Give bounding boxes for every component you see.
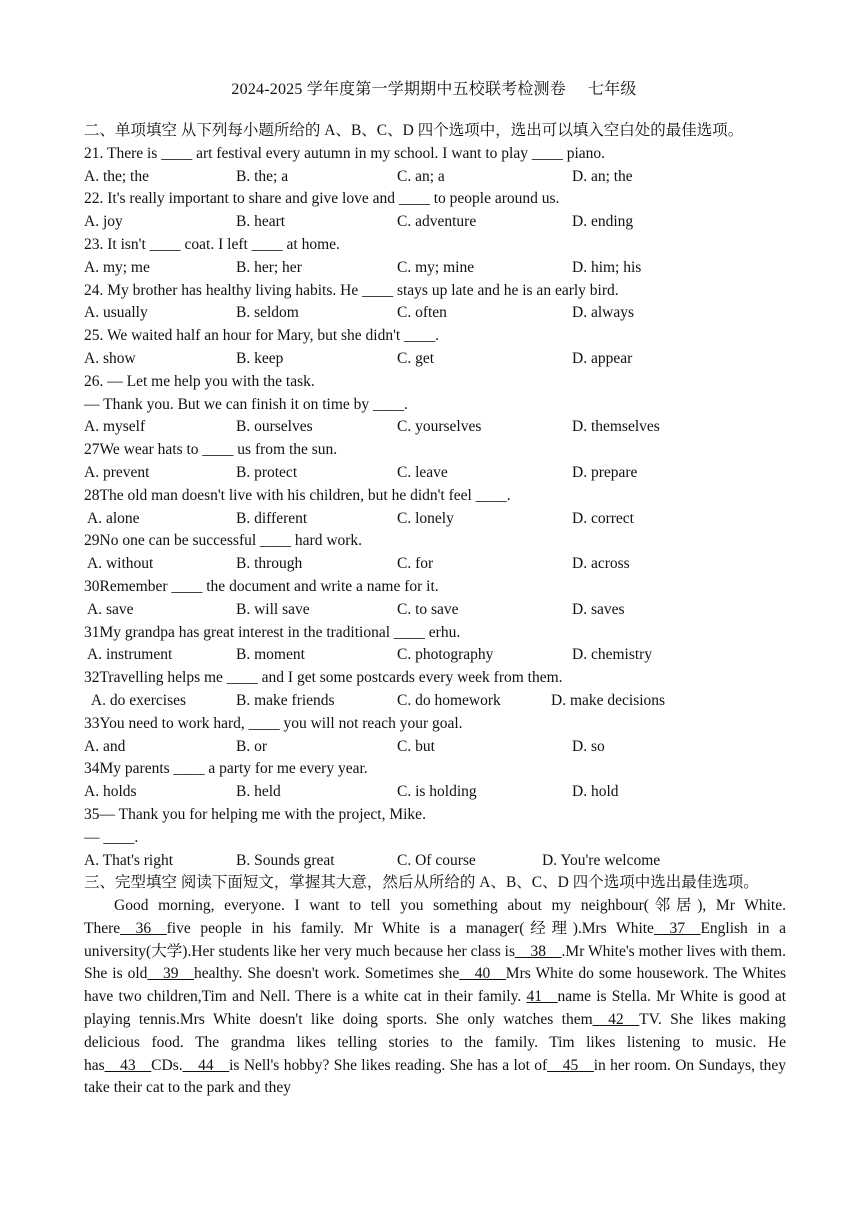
- option-b[interactable]: B. different: [236, 509, 308, 527]
- question-stem: 33You need to work hard, ____ you will not reach your goal.: [84, 714, 463, 732]
- option-d[interactable]: D. prepare: [572, 463, 638, 481]
- options-row: [84, 257, 786, 280]
- options-row: [84, 348, 786, 371]
- grade-label: 七年级: [587, 81, 637, 98]
- options-row: [84, 166, 786, 189]
- options-row: [84, 644, 786, 667]
- cloze-blank[interactable]: __38__: [515, 942, 562, 960]
- options-row: [84, 781, 786, 804]
- cloze-blank[interactable]: __43__: [104, 1056, 152, 1074]
- cloze-passage: [84, 895, 786, 1100]
- options-row: [84, 508, 786, 531]
- question-stem: 31My grandpa has great interest in the traditional ____ erhu.: [84, 623, 461, 641]
- option-c[interactable]: C. leave: [397, 463, 448, 481]
- option-d[interactable]: D. always: [572, 304, 634, 322]
- option-b[interactable]: B. keep: [236, 349, 284, 367]
- option-a[interactable]: A. alone: [84, 509, 140, 527]
- option-c[interactable]: C. to save: [397, 600, 459, 618]
- option-d[interactable]: D. across: [572, 555, 630, 573]
- section2-instruction: 二、单项填空 从下列每小题所给的 A、B、C、D 四个选项中，选出可以填入空白处的最佳选项。: [84, 122, 744, 139]
- option-c[interactable]: C. is holding: [397, 783, 477, 801]
- cloze-blank[interactable]: __37__: [653, 919, 701, 937]
- option-c[interactable]: C. often: [397, 304, 447, 322]
- option-b[interactable]: B. Sounds great: [236, 851, 335, 869]
- question-stem: 21. There is ____ art festival every autumn in my school. I want to play ____ piano.: [84, 144, 606, 162]
- options-row: [84, 553, 786, 576]
- question-stem-reply: — ____.: [84, 828, 139, 846]
- question-item: [84, 758, 786, 804]
- options-row: [84, 416, 786, 439]
- question-stem: 35— Thank you for helping me with the project, Mike.: [84, 805, 426, 823]
- option-a[interactable]: A. my; me: [84, 258, 150, 276]
- question-item: [84, 188, 786, 234]
- option-a[interactable]: A. holds: [84, 783, 137, 801]
- options-row: [84, 211, 786, 234]
- passage-text: healthy. She doesn't work. Sometimes she: [193, 965, 460, 983]
- options-row: [84, 599, 786, 622]
- question-stem: 28The old man doesn't live with his children, but he didn't feel ____.: [84, 486, 511, 504]
- question-item: [84, 280, 786, 326]
- options-row: [84, 462, 786, 485]
- question-item: [84, 576, 786, 622]
- option-c[interactable]: C. yourselves: [397, 418, 482, 436]
- option-b[interactable]: B. seldom: [236, 304, 299, 322]
- option-d[interactable]: D. correct: [572, 509, 634, 527]
- passage-text: five people in his family. Mr White is a manager(经理).Mrs White: [166, 919, 654, 937]
- options-row: [84, 302, 786, 325]
- option-a[interactable]: A. myself: [84, 418, 146, 436]
- page-title: [0, 76, 868, 99]
- option-b[interactable]: B. held: [236, 783, 281, 801]
- question-item: [84, 371, 786, 439]
- option-c[interactable]: C. for: [397, 555, 434, 573]
- option-a[interactable]: A. usually: [84, 304, 148, 322]
- question-item: [84, 439, 786, 485]
- option-b[interactable]: B. or: [236, 737, 267, 755]
- option-b[interactable]: B. will save: [236, 600, 310, 618]
- question-stem: 26. — Let me help you with the task.: [84, 372, 315, 390]
- question-stem: 25. We waited half an hour for Mary, but she didn't ____.: [84, 327, 439, 345]
- question-item: [84, 143, 786, 189]
- question-stem: 27We wear hats to ____ us from the sun.: [84, 441, 338, 459]
- question-stem: 29No one can be successful ____ hard work.: [84, 532, 363, 550]
- passage-text: Good morning, everyone. I want to tell you something about my neighbour(邻居), Mr White. There: [84, 897, 786, 937]
- option-a[interactable]: A. show: [84, 349, 136, 367]
- options-row: [84, 690, 786, 713]
- option-a[interactable]: A. prevent: [84, 463, 150, 481]
- option-b[interactable]: B. moment: [236, 646, 305, 664]
- cloze-blank[interactable]: __42__: [592, 1011, 640, 1029]
- option-d[interactable]: D. ending: [572, 213, 634, 231]
- option-c[interactable]: C. an; a: [397, 167, 445, 185]
- cloze-blank[interactable]: __40__: [459, 965, 506, 983]
- option-c[interactable]: C. Of course: [397, 851, 476, 869]
- option-a[interactable]: A. the; the: [84, 167, 149, 185]
- option-b[interactable]: B. ourselves: [236, 418, 313, 436]
- option-c[interactable]: C. do homework: [397, 691, 501, 709]
- passage-text: is Nell's hobby? She likes reading. She has a lot of: [229, 1056, 548, 1074]
- option-c[interactable]: C. lonely: [397, 509, 454, 527]
- option-d[interactable]: D. an; the: [572, 167, 633, 185]
- option-d[interactable]: D. so: [572, 737, 605, 755]
- options-row: [84, 736, 786, 759]
- question-item: [84, 622, 786, 668]
- section3-instruction: 三、完型填空 阅读下面短文，掌握其大意，然后从所给的 A、B、C、D 四个选项中选出最佳选项。: [84, 874, 759, 892]
- passage-text: TV. She likes making delicious food. The grandma likes telling stories to the family. Tim likes listening to music. He has: [84, 1011, 786, 1074]
- passage-text: in her room. On Sundays, they take their cat to the park and they: [84, 1056, 787, 1097]
- question-stem-reply: — Thank you. But we can finish it on time by ____.: [84, 395, 408, 413]
- option-a[interactable]: A. save: [84, 600, 134, 618]
- cloze-blank[interactable]: __45__: [547, 1056, 594, 1074]
- option-b[interactable]: B. through: [236, 555, 303, 573]
- question-stem: 24. My brother has healthy living habits. He ____ stays up late and he is an early bird.: [84, 281, 619, 299]
- passage-text: name is Stella. Mr White is good at playing tennis.Mrs White doesn't like doing sports. She only watches them: [84, 988, 787, 1029]
- question-item: [84, 530, 786, 576]
- option-b[interactable]: B. heart: [236, 213, 286, 231]
- question-stem: 30Remember ____ the document and write a name for it.: [84, 577, 439, 595]
- question-stem: 23. It isn't ____ coat. I left ____ at home.: [84, 235, 340, 253]
- question-stem: 34My parents ____ a party for me every year.: [84, 760, 368, 778]
- option-d[interactable]: D. chemistry: [572, 646, 653, 664]
- option-c[interactable]: C. my; mine: [397, 258, 475, 276]
- option-d[interactable]: D. hold: [572, 783, 619, 801]
- option-c[interactable]: C. photography: [397, 646, 494, 664]
- question-list: [84, 143, 786, 873]
- option-d[interactable]: D. appear: [572, 349, 633, 367]
- cloze-blank[interactable]: 41__: [526, 988, 558, 1006]
- question-item: [84, 485, 786, 531]
- question-item: [84, 234, 786, 280]
- passage-text: CDs.: [151, 1056, 183, 1074]
- option-b[interactable]: B. the; a: [236, 167, 289, 185]
- option-c[interactable]: C. adventure: [397, 213, 477, 231]
- option-a[interactable]: A. joy: [84, 213, 123, 231]
- options-row: [84, 850, 786, 873]
- question-item: [84, 713, 786, 759]
- passage-text: .Mr White's mother lives with them. She is old: [84, 942, 786, 983]
- cloze-blank[interactable]: __36__: [120, 919, 167, 937]
- option-a[interactable]: A. That's right: [84, 851, 174, 869]
- option-a[interactable]: A. and: [84, 737, 126, 755]
- question-item: [84, 804, 786, 872]
- question-item: [84, 667, 786, 713]
- exam-content: [84, 120, 786, 1100]
- exam-title: 2024-2025 学年度第一学期期中五校联考检测卷: [231, 81, 566, 98]
- option-a[interactable]: A. do exercises: [84, 691, 187, 709]
- option-d[interactable]: D. make decisions: [551, 691, 666, 709]
- option-c[interactable]: C. but: [397, 737, 435, 755]
- option-a[interactable]: A. without: [84, 555, 154, 573]
- option-d[interactable]: D. him; his: [572, 258, 642, 276]
- option-b[interactable]: B. protect: [236, 463, 298, 481]
- cloze-blank[interactable]: __44__: [182, 1056, 230, 1074]
- cloze-blank[interactable]: __39__: [147, 965, 194, 983]
- question-stem: 32Travelling helps me ____ and I get some postcards every week from them.: [84, 669, 563, 687]
- passage-text: English in a university(大学).Her students like her very much because her class is: [84, 919, 786, 960]
- option-b[interactable]: B. make friends: [236, 691, 335, 709]
- option-d[interactable]: D. You're welcome: [542, 851, 661, 869]
- passage-text: Mrs White do some housework. The Whites have two children,Tim and Nell. There is a white cat in their family.: [84, 965, 787, 1006]
- option-b[interactable]: B. her; her: [236, 258, 302, 276]
- question-item: [84, 325, 786, 371]
- option-a[interactable]: A. instrument: [84, 646, 173, 664]
- question-stem: 22. It's really important to share and give love and ____ to people around us.: [84, 190, 560, 208]
- option-d[interactable]: D. saves: [572, 600, 625, 618]
- option-d[interactable]: D. themselves: [572, 418, 660, 436]
- option-c[interactable]: C. get: [397, 349, 435, 367]
